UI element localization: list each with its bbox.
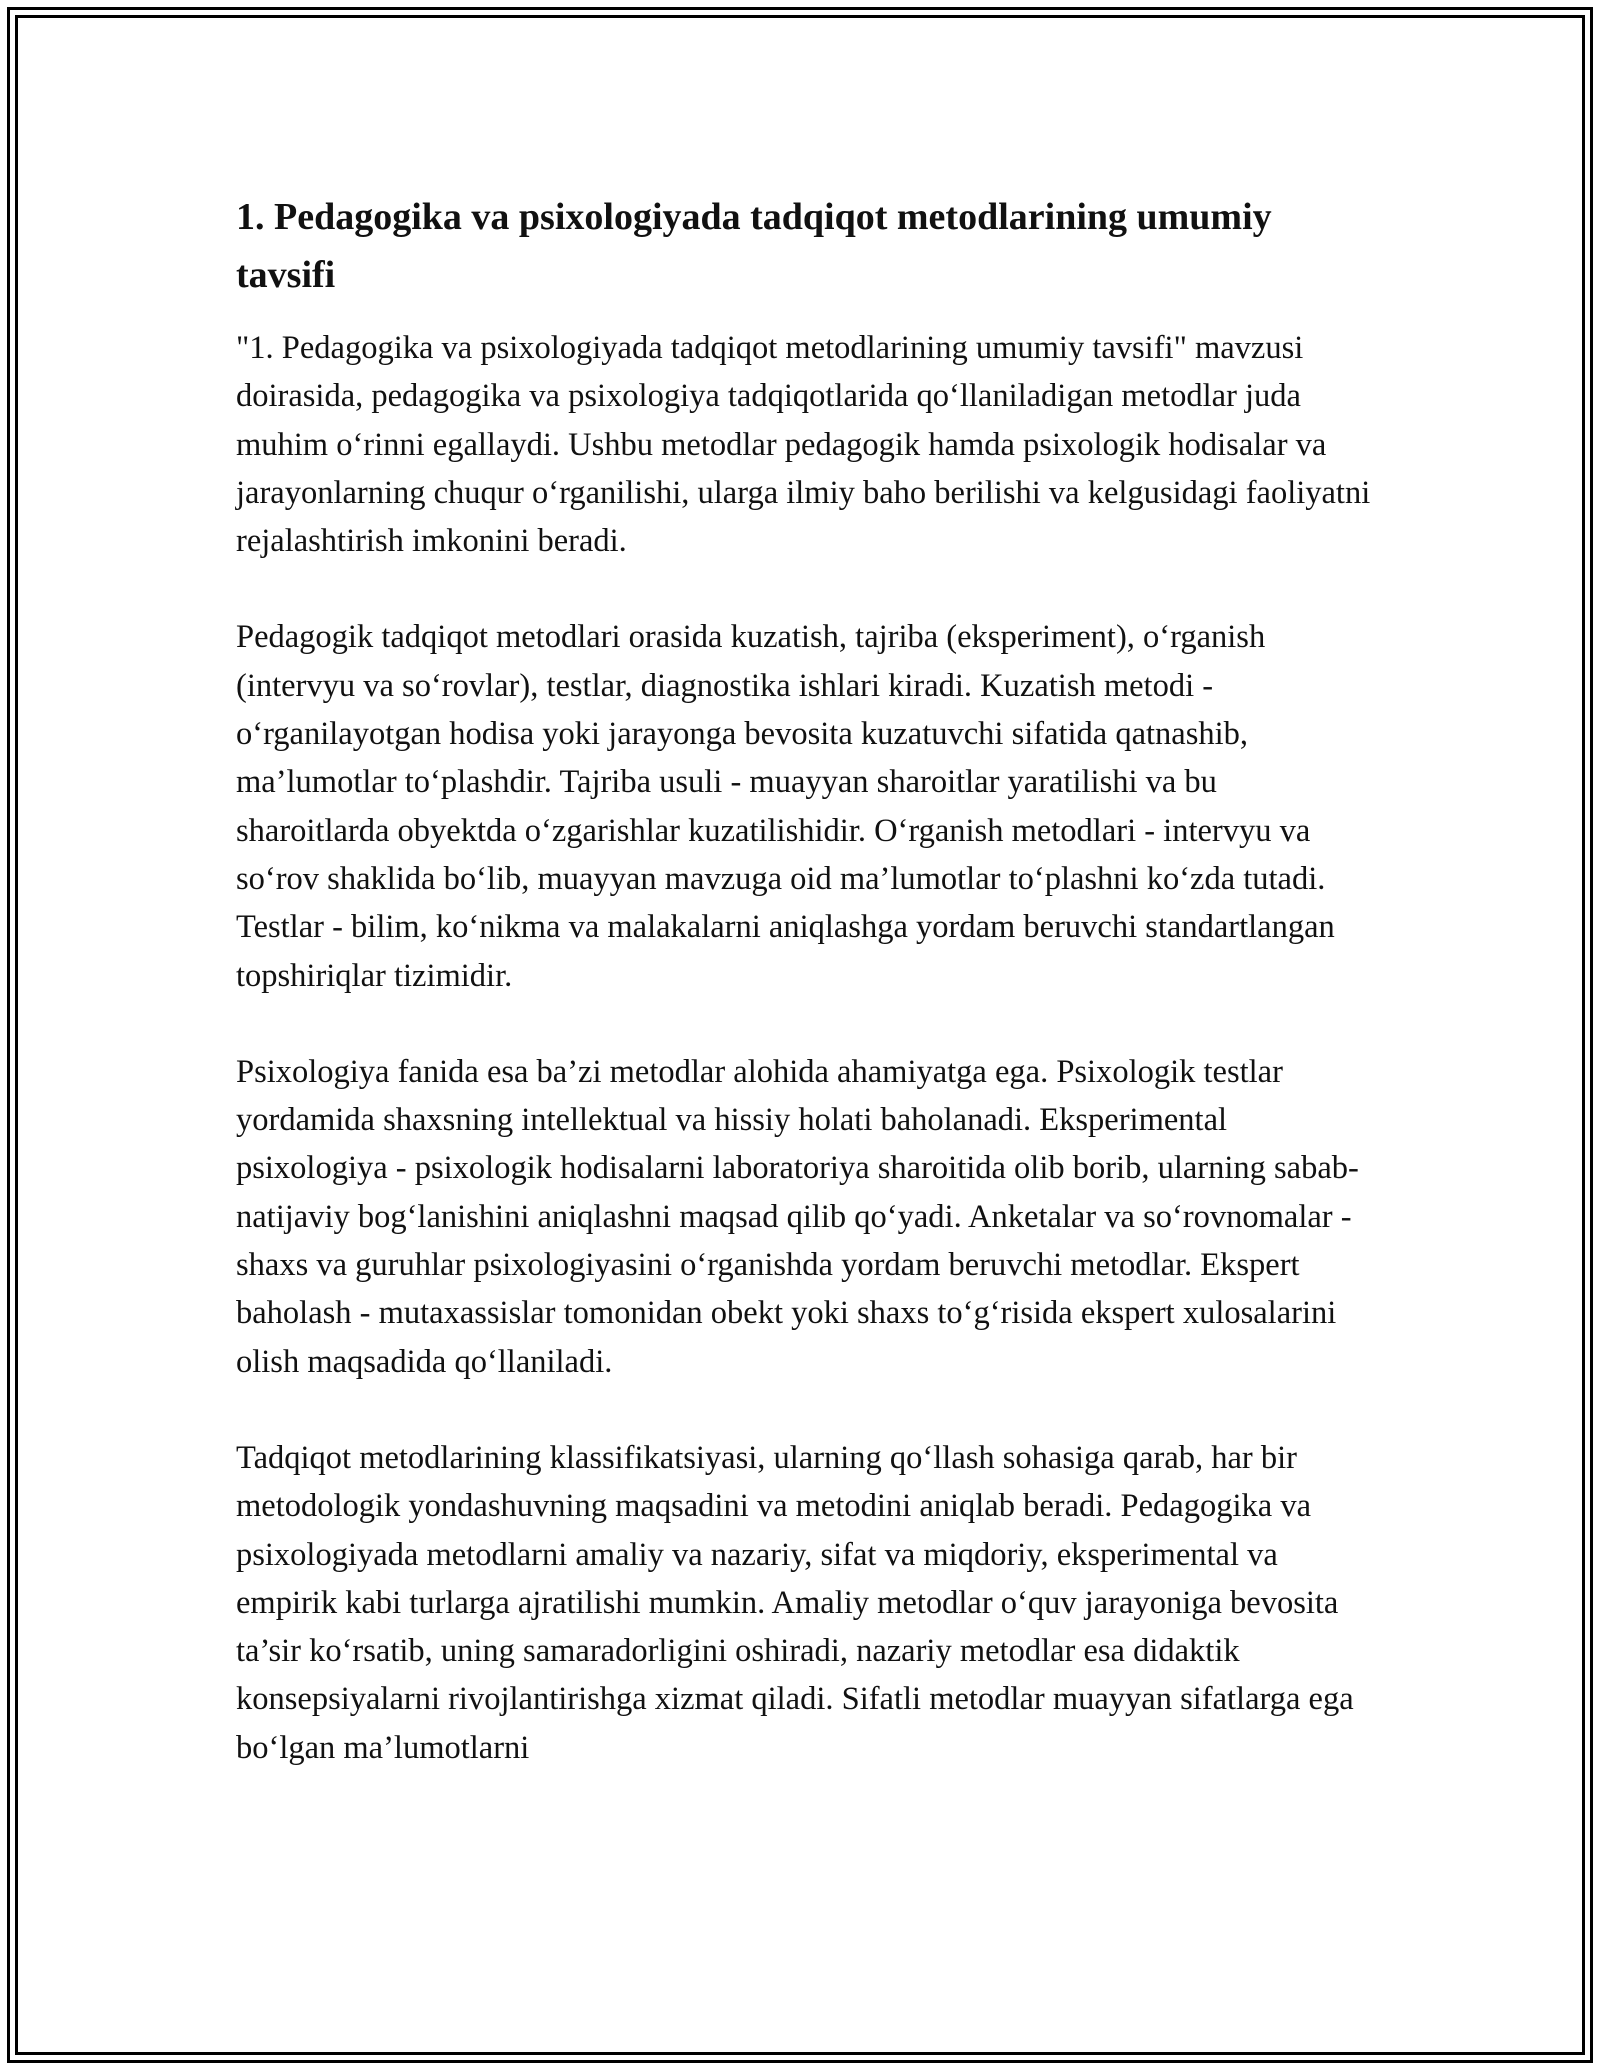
- paragraph-intro: "1. Pedagogika va psixologiyada tadqiqot metodlarining umumiy tavsifi" mavzusi doirasida, pedagogika va psixologiya tadqiqotlarida qo‘llaniladigan metodlar juda muhim o‘rinni egallaydi. Ushbu metodlar pedagogik hamda psixologik hodisalar va jarayonlarning chuqur o‘rganilishi, ularga ilmiy baho berilishi va kelgusidagi faoliyatni rejalashtirish imkonini beradi.: [236, 330, 1371, 560]
- paragraph-classification: Tadqiqot metodlarining klassifikatsiyasi, ularning qo‘llash sohasiga qarab, har bir metodologik yondashuvning maqsadini va metodini aniqlab beradi. Pedagogika va psixologiyada metodlarni amaliy va nazariy, sifat va miqdoriy, eksperimental va empirik kabi turlarga ajratilishi mumkin. Amaliy metodlar o‘quv jarayoniga bevosita ta’sir ko‘rsatib, uning samaradorligini oshiradi, nazariy metodlar esa didaktik konsepsiyalarni rivojlantirishga xizmat qiladi. Sifatli metodlar muayyan sifatlarga ega bo‘lgan ma’lumotlarni: [236, 1439, 1354, 1766]
- paragraph-pedagogical-methods: Pedagogik tadqiqot metodlari orasida kuzatish, tajriba (eksperiment), o‘rganish (intervyu va so‘rovlar), testlar, diagnostika ishlari kiradi. Kuzatish metodi - o‘rganilayotgan hodisa yoki jarayonga bevosita kuzatuvchi sifatida qatnashib, ma’lumotlar to‘plashdir. Tajriba usuli - muayyan sharoitlar yaratilishi va bu sharoitlarda obyektda o‘zgarishlar kuzatilishidir. O‘rganish metodlari - intervyu va so‘rov shaklida bo‘lib, muayyan mavzuga oid ma’lumotlar to‘plashni ko‘zda tutadi. Testlar - bilim, ko‘nikma va malakalarni aniqlashga yordam beruvchi standartlangan topshiriqlar tizimidir.: [236, 619, 1335, 994]
- document-body: [236, 324, 1376, 1772]
- paragraph-psychological-methods: Psixologiya fanida esa ba’zi metodlar alohida ahamiyatga ega. Psixologik testlar yordamida shaxsning intellektual va hissiy holati baholanadi. Eksperimental psixologiya - psixologik hodisalarni laboratoriya sharoitida olib borib, ularning sabab-natijaviy bog‘lanishini aniqlashni maqsad qilib qo‘yadi. Anketalar va so‘rovnomalar - shaxs va guruhlar psixologiyasini o‘rganishda yordam beruvchi metodlar. Ekspert baholash - mutaxassislar tomonidan obekt yoki shaxs to‘g‘risida ekspert xulosalarini olish maqsadida qo‘llaniladi.: [236, 1053, 1359, 1380]
- section-heading: 1. Pedagogika va psixologiyada tadqiqot metodlarining umumiy tavsifi: [236, 196, 1272, 296]
- document-content: [236, 188, 1376, 1820]
